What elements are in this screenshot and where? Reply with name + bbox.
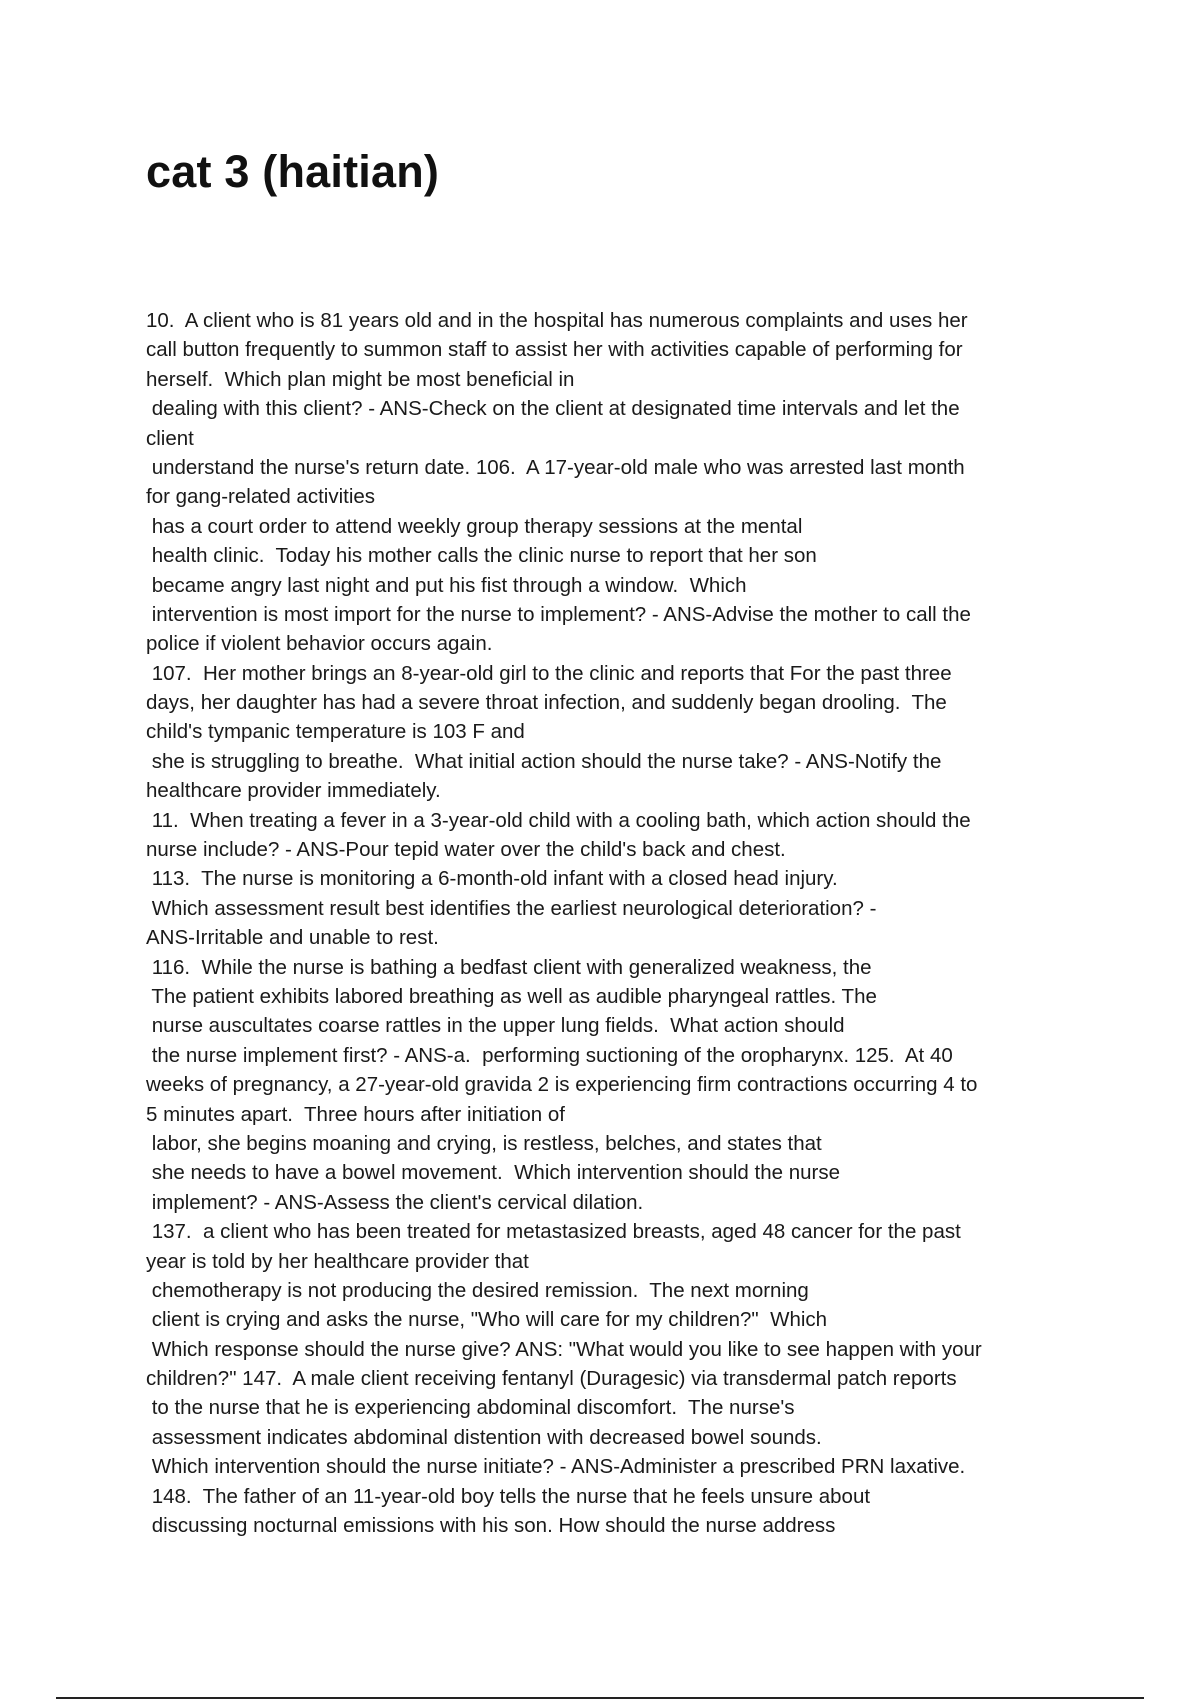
body-line: days, her daughter has had a severe throat infection, and suddenly began drooling. The (146, 691, 947, 715)
document-body (146, 306, 1076, 1540)
body-line: nurse include? - ANS-Pour tepid water over the child's back and chest. (146, 838, 786, 862)
body-line: to the nurse that he is experiencing abdominal discomfort. The nurse's (146, 1396, 795, 1420)
body-line: ANS-Irritable and unable to rest. (146, 926, 439, 950)
body-line: the nurse implement first? - ANS-a. performing suctioning of the oropharynx. 125. At 40 (146, 1043, 953, 1067)
body-line: for gang-related activities (146, 485, 376, 509)
footer-rule (56, 1697, 1144, 1699)
body-line: child's tympanic temperature is 103 F and (146, 720, 525, 744)
body-line: assessment indicates abdominal distention with decreased bowel sounds. (146, 1425, 822, 1449)
body-line: police if violent behavior occurs again. (146, 632, 493, 656)
body-line: weeks of pregnancy, a 27-year-old gravida 2 is experiencing firm contractions occurring 4 to (146, 1073, 978, 1097)
body-line: Which assessment result best identifies the earliest neurological deterioration? - (146, 896, 877, 920)
body-line: 137. a client who has been treated for metastasized breasts, aged 48 cancer for the past (146, 1220, 961, 1244)
body-line: 107. Her mother brings an 8-year-old girl to the clinic and reports that For the past three (146, 661, 952, 685)
body-line: 116. While the nurse is bathing a bedfast client with generalized weakness, the (146, 955, 872, 979)
body-line: she needs to have a bowel movement. Which intervention should the nurse (146, 1161, 840, 1185)
body-line: children?" 147. A male client receiving fentanyl (Duragesic) via transdermal patch reports (146, 1367, 957, 1391)
body-line: became angry last night and put his fist through a window. Which (146, 573, 747, 597)
body-line: chemotherapy is not producing the desired remission. The next morning (146, 1278, 809, 1302)
body-line: intervention is most import for the nurse to implement? - ANS-Advise the mother to call the (146, 602, 971, 626)
body-line: client is crying and asks the nurse, "Who will care for my children?" Which (146, 1308, 828, 1332)
body-line: 113. The nurse is monitoring a 6-month-old infant with a closed head injury. (146, 867, 838, 891)
body-line: call button frequently to summon staff to assist her with activities capable of performing for (146, 338, 963, 362)
body-line: Which intervention should the nurse initiate? - ANS-Administer a prescribed PRN laxative. (146, 1455, 966, 1479)
body-line: Which response should the nurse give? ANS: "What would you like to see happen with your (146, 1337, 982, 1361)
body-line: year is told by her healthcare provider that (146, 1249, 529, 1273)
body-line: 148. The father of an 11-year-old boy tells the nurse that he feels unsure about (146, 1484, 871, 1508)
body-line: herself. Which plan might be most beneficial in (146, 367, 575, 391)
body-line: 11. When treating a fever in a 3-year-old child with a cooling bath, which action should the (146, 808, 971, 832)
body-line: she is struggling to breathe. What initial action should the nurse take? - ANS-Notify the (146, 749, 942, 773)
body-line: nurse auscultates coarse rattles in the upper lung fields. What action should (146, 1014, 845, 1038)
body-line: has a court order to attend weekly group therapy sessions at the mental (146, 514, 803, 538)
body-line: understand the nurse's return date. 106. A 17-year-old male who was arrested last month (146, 455, 965, 479)
body-line: dealing with this client? - ANS-Check on the client at designated time intervals and let the (146, 397, 960, 421)
body-line: The patient exhibits labored breathing as well as audible pharyngeal rattles. The (146, 984, 877, 1008)
body-line: implement? - ANS-Assess the client's cervical dilation. (146, 1190, 644, 1214)
body-line: health clinic. Today his mother calls the clinic nurse to report that her son (146, 544, 817, 568)
body-line: discussing nocturnal emissions with his son. How should the nurse address (146, 1514, 836, 1538)
body-line: 5 minutes apart. Three hours after initiation of (146, 1102, 565, 1126)
body-line: labor, she begins moaning and crying, is restless, belches, and states that (146, 1131, 822, 1155)
document-title: cat 3 (haitian) (146, 146, 440, 197)
body-line: client (146, 426, 194, 450)
body-line: healthcare provider immediately. (146, 779, 441, 803)
body-line: 10. A client who is 81 years old and in the hospital has numerous complaints and uses her (146, 309, 968, 332)
